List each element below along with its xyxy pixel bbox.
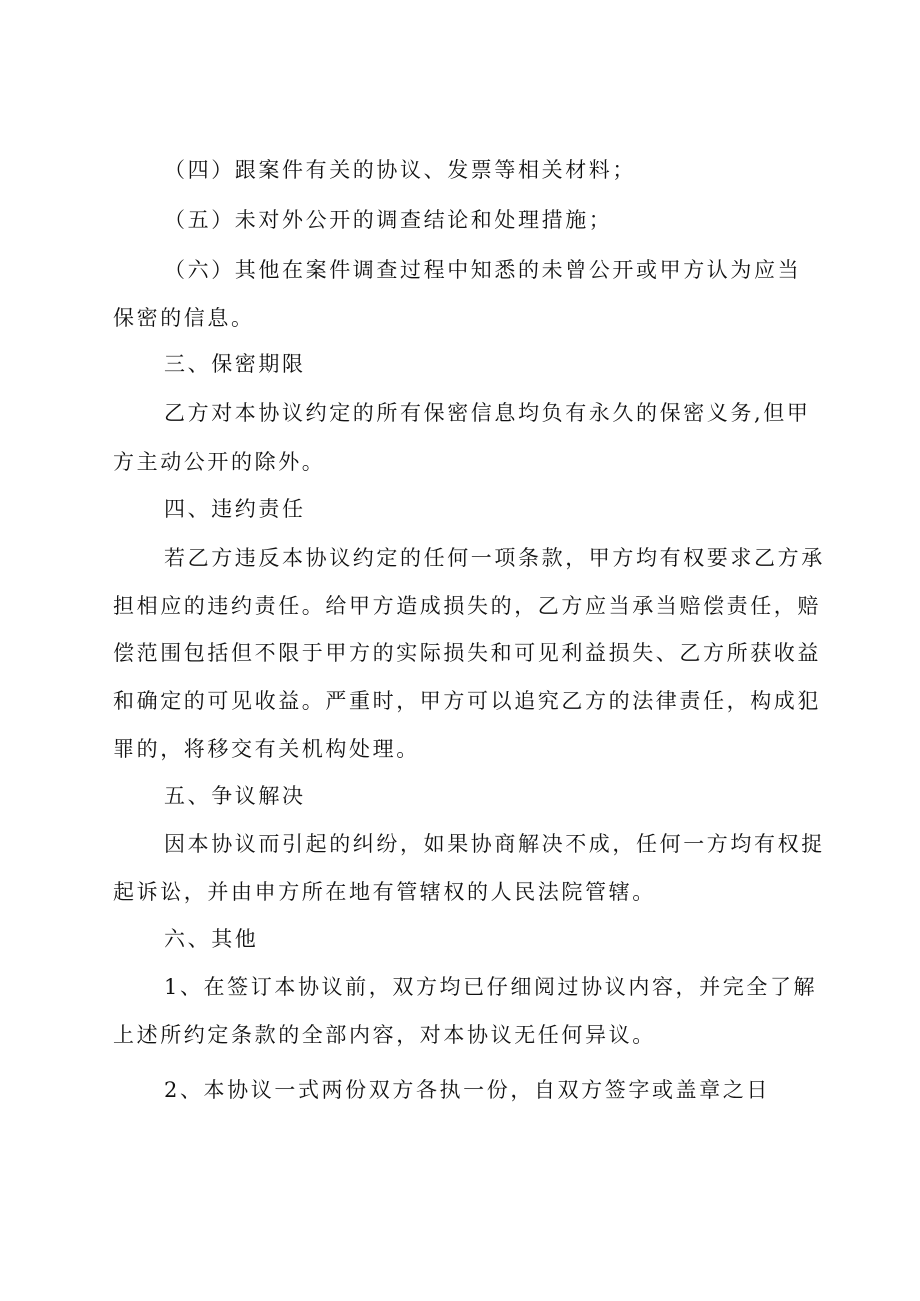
section-6-heading: 六、其他	[164, 927, 259, 951]
item-5: （五）未对外公开的调查结论和处理措施；	[164, 208, 613, 232]
section-6-clause-1-line-1: 1、在签订本协议前，双方均已仔细阅过协议内容，并完全了解	[164, 975, 818, 999]
section-4-para-line-4: 和确定的可见收益。严重时，甲方可以追究乙方的法律责任，构成犯	[113, 689, 821, 713]
section-5-heading: 五、争议解决	[164, 784, 306, 808]
section-3-para-line-1: 乙方对本协议约定的所有保密信息均负有永久的保密义务,但甲	[164, 401, 811, 425]
section-4-para-line-3: 偿范围包括但不限于甲方的实际损失和可见利益损失、乙方所获收益	[113, 641, 821, 665]
section-4-para-line-1: 若乙方违反本协议约定的任何一项条款，甲方均有权要求乙方承	[164, 546, 825, 570]
item-4: （四）跟案件有关的协议、发票等相关材料；	[164, 158, 636, 182]
section-4-para-line-2: 担相应的违约责任。给甲方造成损失的，乙方应当承当赔偿责任，赔	[113, 594, 821, 618]
section-4-heading: 四、违约责任	[164, 497, 306, 521]
section-6-clause-2-line-1: 2、本协议一式两份双方各执一份，自双方签字或盖章之日	[164, 1078, 770, 1102]
section-5-para-line-1: 因本协议而引起的纠纷，如果协商解决不成，任何一方均有权捉	[164, 832, 825, 856]
section-6-clause-1-line-2: 上述所约定条款的全部内容，对本协议无任何异议。	[113, 1023, 656, 1047]
section-5-para-line-2: 起诉讼，并由申方所在地有管辖权的人民法院管辖。	[113, 880, 656, 904]
item-6-line-1: （六）其他在案件调查过程中知悉的未曾公开或甲方认为应当	[164, 258, 802, 282]
section-3-heading: 三、保密期限	[164, 352, 306, 376]
section-3-para-line-2: 方主动公开的除外。	[113, 450, 326, 474]
section-4-para-line-5: 罪的，将移交有关机构处理。	[113, 737, 420, 761]
item-6-line-2: 保密的信息。	[113, 306, 255, 330]
